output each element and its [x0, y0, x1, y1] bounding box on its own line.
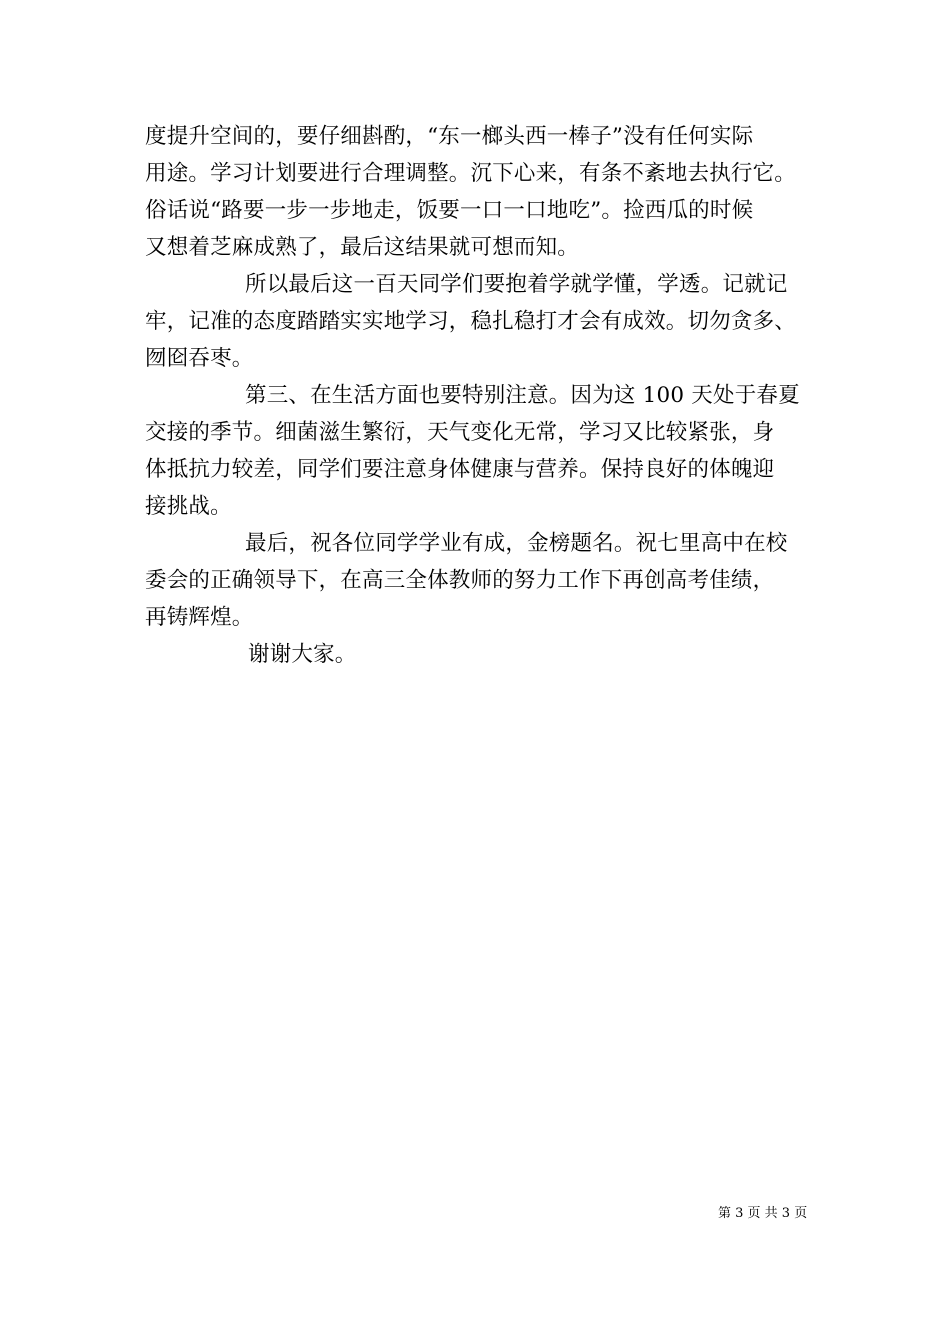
paragraph-start-line: 第三、在生活方面也要特别注意。因为这 100 天处于春夏 — [245, 383, 800, 408]
text-line: 交接的季节。细菌滋生繁衍，天气变化无常，学习又比较紧张，身 — [145, 420, 775, 445]
paragraph-start-line: 所以最后这一百天同学们要抱着学就学懂，学透。记就记 — [245, 272, 788, 297]
text-line: 委会的正确领导下，在高三全体教师的努力工作下再创高考佳绩， — [145, 568, 775, 593]
text-line: 再铸辉煌。 — [145, 605, 254, 630]
text-line: 牢，记准的态度踏踏实实地学习，稳扎稳打才会有成效。切勿贪多、 — [145, 309, 797, 334]
text-line: 囫囵吞枣。 — [145, 346, 254, 371]
text-line: 俗话说“路要一步一步地走，饭要一口一口地吃”。捡西瓜的时候 — [145, 198, 754, 223]
text-line: 接挑战。 — [145, 494, 232, 519]
paragraph-start-line: 最后，祝各位同学学业有成，金榜题名。祝七里高中在校 — [245, 531, 788, 556]
text-line: 用途。学习计划要进行合理调整。沉下心来，有条不紊地去执行它。 — [145, 161, 797, 186]
text-line: 体抵抗力较差，同学们要注意身体健康与营养。保持良好的体魄迎 — [145, 457, 775, 482]
text-line: 又想着芝麻成熟了，最后这结果就可想而知。 — [145, 235, 580, 260]
closing-line: 谢谢大家。 — [248, 642, 357, 667]
text-line: 度提升空间的，要仔细斟酌，“东一榔头西一棒子”没有任何实际 — [145, 124, 754, 149]
body-text — [145, 118, 810, 673]
page-footer: 第 3 页 共 3 页 — [718, 1206, 808, 1221]
